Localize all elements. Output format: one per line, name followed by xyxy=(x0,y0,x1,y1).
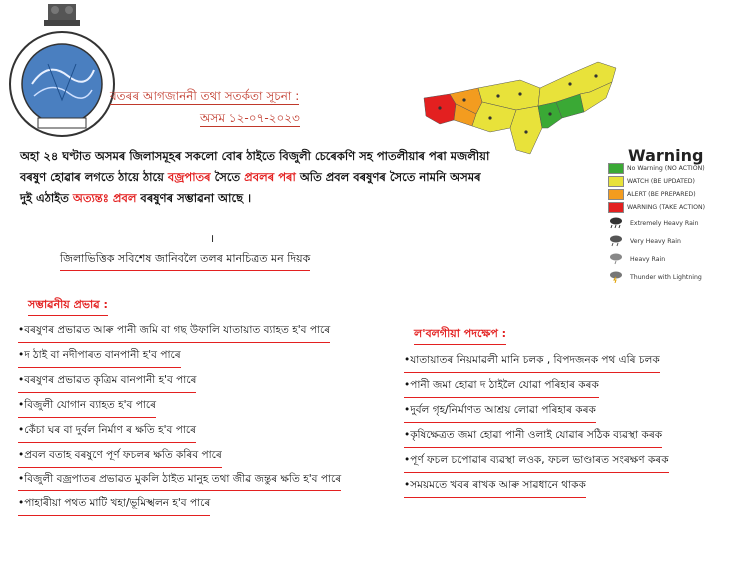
thunder-lightning-icon xyxy=(608,268,624,287)
impact-item: •বৰষুণৰ প্ৰভাৱত কৃত্ৰিম বানপানী হ'ব পাৰে xyxy=(18,368,196,393)
impact-item: •প্ৰবল বতাহ বৰষুণে পূৰ্ণ ফচলৰ ক্ষতি কৰিব পাৰে xyxy=(18,443,222,468)
imd-emblem xyxy=(8,0,116,140)
action-item: •দুৰ্বল গৃহ/নিৰ্মাণত আশ্ৰয় লোৱা পৰিহাৰ কৰক xyxy=(404,398,596,423)
impact-item: •বিজুলী যোগান ব্যাহত হ'ব পাৰে xyxy=(18,393,156,418)
alert-date: অসম ১২-০৭-২০২৩ xyxy=(200,111,300,125)
summary-text-3: অতি প্ৰবল বৰষুণৰ সৈতে নামনি অসমৰ দুই এঠাইত xyxy=(20,170,481,205)
action-item: •সময়মতে খবৰ ৰাখক আৰু সাৱধানে থাকক xyxy=(404,473,586,498)
orange-swatch xyxy=(608,189,624,200)
legend-row-extremely-heavy-rain: Extremely Heavy Rain xyxy=(608,216,748,231)
very-heavy-rain-icon xyxy=(608,232,624,251)
legend-row-thunder: Thunder with Lightning xyxy=(608,270,748,285)
summary-text-4: বৰষুণৰ সম্ভাৱনা আছে । xyxy=(136,191,252,205)
extremely-heavy-rain-icon xyxy=(608,214,624,233)
summary-text-2: সৈতে xyxy=(210,170,245,184)
impacts-list xyxy=(18,318,388,516)
alert-title: বতৰৰ আগজাননী তথা সতৰ্কতা সূচনা : xyxy=(110,89,300,103)
yellow-swatch xyxy=(608,176,624,187)
impact-item: •দ ঠাই বা নদীপাৰত বানপানী হ'ব পাৰে xyxy=(18,343,181,368)
legend-row-alert: ALERT (BE PREPARED) xyxy=(608,188,748,200)
actions-title: ল'বলগীয়া পদক্ষেপ : xyxy=(414,325,506,345)
green-swatch xyxy=(608,163,624,174)
district-note: জিলাভিত্তিক সবিশেষ জানিবলৈ তলৰ মানচিত্ৰত মন দিয়ক xyxy=(60,250,310,271)
impact-item: •বৰষুণৰ প্ৰভাৱত আৰু পানী জমি বা গছ উফালি যাতায়াত ব্যাহত হ'ব পাৰে xyxy=(18,318,330,343)
actions-list xyxy=(404,348,744,498)
action-item: •পানী জমা হোৱা দ ঠাইলৈ যোৱা পৰিহাৰ কৰক xyxy=(404,373,599,398)
impact-item: •কেঁচা ঘৰ বা দুৰ্বল নিৰ্মাণ ৰ ক্ষতি হ'ব পাৰে xyxy=(18,418,196,443)
legend-row-warning: WARNING (TAKE ACTION) xyxy=(608,201,748,213)
summary-highlight-3: অত্যন্তঃ প্ৰবল xyxy=(72,191,137,205)
legend-row-no-warning: No Warning (NO ACTION) xyxy=(608,162,748,174)
lion-capital-icon xyxy=(44,4,80,26)
impact-item: •বিজুলী বজ্ৰপাতৰ প্ৰভাৱত মুকলি ঠাইত মানুহ তথা জীৱ জন্তুৰ ক্ষতি হ'ব পাৰে xyxy=(18,468,341,491)
action-item: •কৃষিক্ষেত্ৰত জমা হোৱা পানী ওলাই যোৱাৰ সঠিক ব্যৱস্থা কৰক xyxy=(404,423,662,448)
summary-highlight-2: প্ৰবলৰ পৰা xyxy=(244,170,296,184)
impacts-title: সম্ভাৱনীয় প্ৰভাৱ : xyxy=(28,296,108,316)
assam-warning-map xyxy=(420,58,620,168)
action-item: •যাতায়াতৰ নিয়মাৱলী মানি চলক , বিপদজনক পথ এৰি চলক xyxy=(404,348,660,373)
map-region-south-yellow xyxy=(510,106,542,154)
red-swatch xyxy=(608,202,624,213)
impact-item: •পাহাৰীয়া পথত মাটি খহা/ভূমিস্খলন হ'ব পাৰে xyxy=(18,491,210,516)
separator-mark: । xyxy=(210,232,215,245)
legend-row-watch: WATCH (BE UPDATED) xyxy=(608,175,748,187)
summary-highlight-1: বজ্ৰপাতৰ xyxy=(167,170,211,184)
summary-text-1: অহা ২৪ ঘণ্টাত অসমৰ জিলাসমূহৰ সকলো বোৰ ঠাইতে বিজুলী চেৰেকণি সহ পাতলীয়াৰ পৰা মজলীয়া বৰষুণ হোৱাৰ লগতে ঠায়ে ঠায়ে xyxy=(20,149,490,184)
action-item: •পূৰ্ণ ফচল চপোৱাৰ ব্যৱস্থা লওক, ফচল ভাণ্ডাৰত সংৰক্ষণ কৰক xyxy=(404,448,669,473)
heavy-rain-icon xyxy=(608,250,624,269)
legend-title: Warning xyxy=(628,146,704,165)
legend-row-very-heavy-rain: Very Heavy Rain xyxy=(608,234,748,249)
legend-row-heavy-rain: Heavy Rain xyxy=(608,252,748,267)
map-legend xyxy=(608,162,748,285)
